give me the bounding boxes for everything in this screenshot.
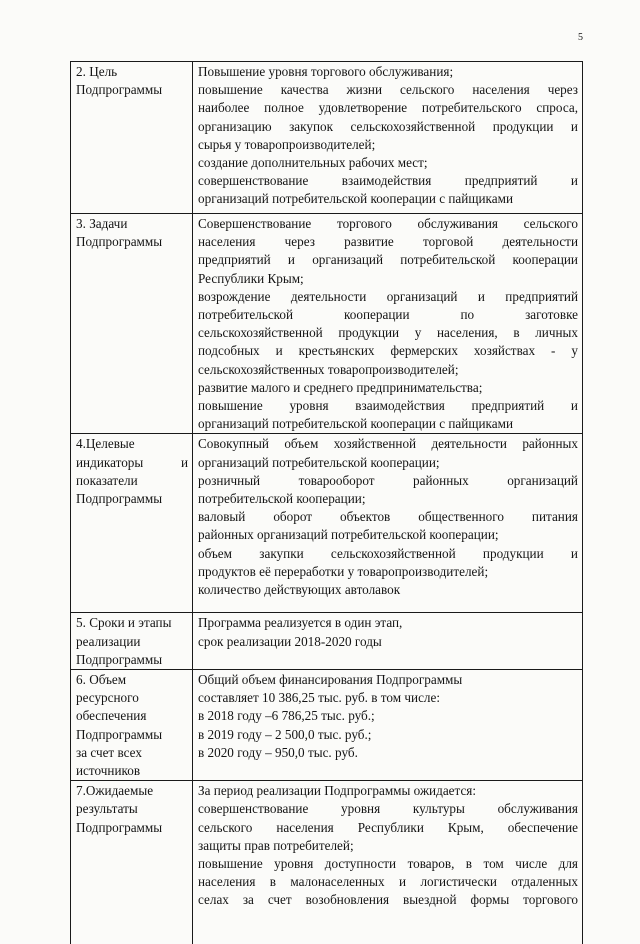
content-line: валовый оборот объектов общественного питания [198, 509, 578, 525]
content-line: составляет 10 386,25 тыс. руб. в том числе: [198, 690, 441, 706]
content-line: розничный товарооборот районных организаций [198, 472, 578, 488]
row-label-cell [71, 214, 193, 434]
content-line: совершенствование уровня культуры обслуживания [198, 801, 578, 817]
content-line: повышение уровня взаимодействия предприятий и [198, 398, 578, 414]
row-label-line: источников [76, 763, 141, 779]
row-label-line: 4.Целевые [76, 436, 135, 452]
page-number: 5 [578, 32, 583, 43]
row-label-cell [71, 781, 193, 944]
table-row-terms [71, 613, 583, 670]
row-label-line: 5. Сроки и этапы [76, 615, 172, 631]
content-line: населения в малонаселенных и логистически отдаленных [198, 874, 578, 890]
content-line: в 2020 году – 950,0 тыс. руб. [198, 744, 358, 760]
content-line: продуктов её переработки у товаропроизводителей; [198, 563, 489, 579]
content-line: потребительской кооперации; [198, 491, 366, 507]
row-label-line: за счет всех [76, 744, 142, 760]
table-row-goal [71, 62, 583, 214]
row-label-cell [71, 613, 193, 670]
row-label-line: результаты [76, 801, 138, 817]
row-label-line: обеспечения [76, 708, 147, 724]
content-line: Совершенствование торгового обслуживания сельского [198, 216, 578, 231]
content-line: организаций потребительской кооперации; [198, 454, 440, 470]
content-line: повышение качества жизни сельского населения через [198, 82, 578, 98]
content-line: наиболее полное удовлетворение потребительского спроса, [198, 100, 578, 116]
row-label-line: Подпрограммы [76, 819, 163, 835]
content-line: Повышение уровня торгового обслуживания; [198, 64, 454, 79]
content-line: селах за счет возобновления выездной формы торгового [198, 892, 578, 908]
row-label-line: 7.Ожидаемые [76, 783, 154, 799]
content-line: сельскохозяйственных товаропроизводителей; [198, 361, 459, 377]
content-line: совершенствование взаимодействия предприятий и [198, 173, 578, 189]
table-row-funding [71, 670, 583, 781]
row-label-line: 6. Объем [76, 672, 127, 688]
content-line: сельского населения Республики Крым, обеспечение [198, 819, 578, 835]
content-line: подсобных и крестьянских фермерских хозяйствах - у [198, 343, 578, 359]
row-content-cell [193, 670, 583, 781]
row-label-line: показатели [76, 472, 138, 488]
content-line: Программа реализуется в один этап, [198, 615, 403, 631]
row-label-line: 2. Цель [76, 64, 118, 79]
row-label-line: реализации [76, 633, 141, 649]
row-label-cell [71, 670, 193, 781]
row-content-cell [193, 62, 583, 214]
table-row-indicators [71, 434, 583, 613]
content-line: организаций потребительской кооперации с пайщиками [198, 416, 514, 432]
row-label-line: 3. Задачи [76, 216, 128, 231]
content-line: защиты прав потребителей; [198, 837, 354, 853]
content-line: Общий объем финансирования Подпрограммы [198, 672, 463, 688]
content-line: сельскохозяйственной продукции у населения, в личных [198, 325, 578, 341]
content-line: в 2019 году – 2 500,0 тыс. руб.; [198, 726, 372, 742]
content-line: населения через развитие торговой деятельности [198, 234, 578, 250]
row-label-cell [71, 434, 193, 613]
content-line: предприятий и организаций потребительской кооперации [198, 252, 578, 268]
content-line: потребительской кооперации по заготовке [198, 307, 578, 323]
row-label-line: Подпрограммы [76, 82, 163, 98]
content-line: развитие малого и среднего предпринимательства; [198, 379, 483, 395]
content-line: Республики Крым; [198, 270, 304, 286]
content-line: количество действующих автолавок [198, 582, 401, 598]
content-line: возрождение деятельности организаций и предприятий [198, 288, 578, 304]
row-content-cell [193, 613, 583, 670]
row-content-cell [193, 434, 583, 613]
row-label-line: Подпрограммы [76, 234, 163, 250]
content-line: организаций потребительской кооперации с пайщиками [198, 191, 514, 207]
table-row-results [71, 781, 583, 944]
content-line: сырья у товаропроизводителей; [198, 136, 376, 152]
content-line: создание дополнительных рабочих мест; [198, 155, 428, 171]
content-line: объем закупки сельскохозяйственной продукции и [198, 545, 578, 561]
row-content-cell [193, 781, 583, 944]
row-label-line: Подпрограммы [76, 726, 163, 742]
row-label-line: ресурсного [76, 690, 139, 706]
table-row-tasks [71, 214, 583, 434]
content-line: районных организаций потребительской кооперации; [198, 527, 499, 543]
content-line: Совокупный объем хозяйственной деятельности районных [198, 436, 578, 452]
row-content-cell [193, 214, 583, 434]
passport-table [70, 61, 583, 944]
content-line: За период реализации Подпрограммы ожидается: [198, 783, 477, 799]
row-label-line: Подпрограммы [76, 651, 163, 667]
content-line: срок реализации 2018-2020 годы [198, 633, 382, 649]
row-label-line: индикаторы и [76, 454, 188, 470]
content-line: организацию закупок сельскохозяйственной продукции и [198, 118, 578, 134]
content-line: в 2018 году –6 786,25 тыс. руб.; [198, 708, 375, 724]
row-label-line: Подпрограммы [76, 491, 163, 507]
row-label-cell [71, 62, 193, 214]
content-line: повышение уровня доступности товаров, в том числе для [198, 856, 578, 872]
